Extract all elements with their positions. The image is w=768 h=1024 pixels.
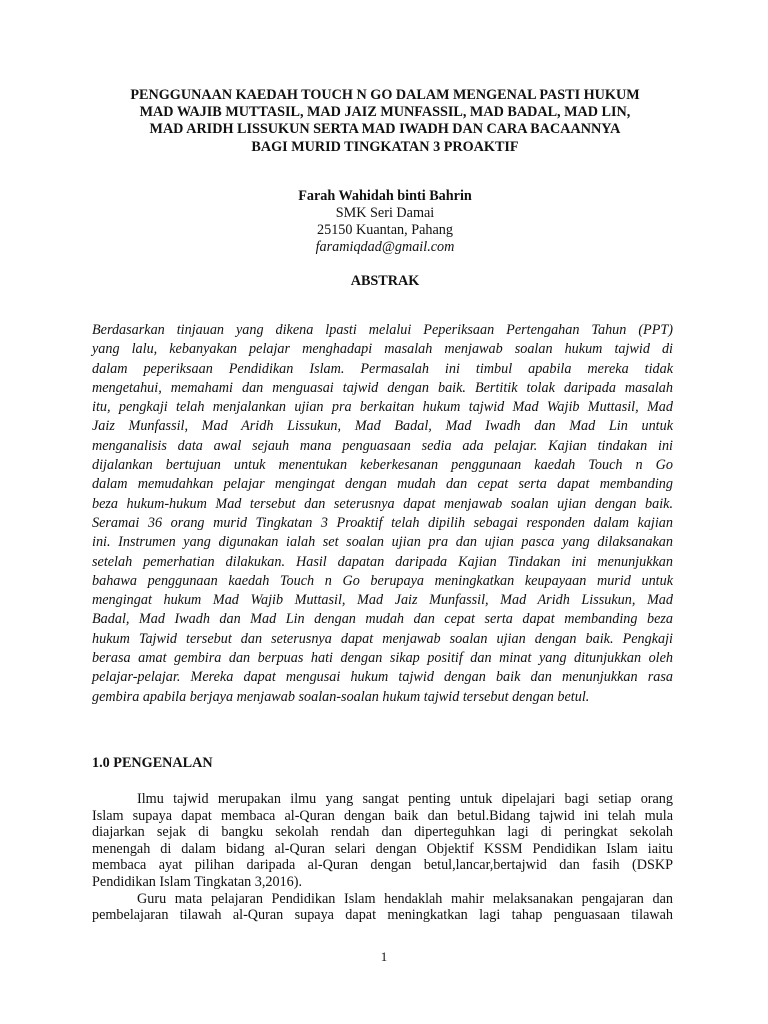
title-line: BAGI MURID TINGKATAN 3 PROAKTIF: [251, 138, 519, 155]
abstract-line: Berdasarkan tinjauan yang dikena lpasti melalui Peperiksaan Pertengahan Tahun (PPT): [92, 322, 673, 338]
section-heading: 1.0 PENGENALAN: [92, 755, 213, 771]
page-number: 1: [380, 949, 388, 964]
paragraph-line: diajarkan sejak di bangku sekolah rendah dan diperteguhkan lagi di peringkat sekolah: [92, 824, 673, 841]
paragraph-line: Guru mata pelajaran Pendidikan Islam hendaklah mahir melaksanakan pengajaran dan: [137, 890, 673, 907]
paragraph-line: Pendidikan Islam Tingkatan 3,2016).: [92, 873, 303, 890]
abstract-line: pelajar-pelajar. Mereka dapat mengusai hukum tajwid dengan baik dan menunjukkan rasa: [92, 669, 673, 686]
abstract-line: dalam peperiksaan Pendidikan Islam. Permasalah ini timbul apabila mereka tidak: [92, 360, 673, 377]
abstract-line: mengingat hukum Mad Wajib Muttasil, Mad Jaiz Munfassil, Mad Aridh Lissukun, Mad: [92, 592, 673, 609]
author-address: 25150 Kuantan, Pahang: [317, 222, 453, 238]
abstract-line: hukum Tajwid tersebut dan seterusnya dapat menjawab soalan ujian dengan baik. Pengkaji: [92, 630, 673, 647]
title-line: MAD WAJIB MUTTASIL, MAD JAIZ MUNFASSIL, MAD BADAL, MAD LIN,: [139, 104, 631, 121]
abstract-line: itu, pengkaji telah menjalankan ujian pra berkaitan hukum tajwid Mad Wajib Muttasil, Mad: [92, 399, 673, 416]
paragraph-line: menengah di dalam bidang al-Quran selari dengan Objektif KSSM Pendidikan Islam iaitu: [92, 840, 673, 857]
abstract-line: dalam memudahkan pelajar mengingat dengan mudah dan cepat serta dapat membanding: [92, 476, 673, 493]
paragraph-line: Ilmu tajwid merupakan ilmu yang sangat penting untuk dipelajari bagi setiap orang: [137, 791, 673, 807]
abstract-line: gembira apabila berjaya menjawab soalan-soalan hukum tajwid tersebut dengan betul.: [92, 688, 590, 705]
abstract-line: mengetahui, memahami dan menguasai tajwid dengan baik. Bertitik tolak daripada masalah: [92, 379, 673, 396]
abstract-line: Badal, Mad Iwadh dan Mad Lin dengan mudah dan cepat serta dapat membanding beza: [92, 611, 673, 628]
abstract-line: Jaiz Munfassil, Mad Aridh Lissukun, Mad Badal, Mad Iwadh dan Mad Lin untuk: [92, 418, 673, 435]
abstract-heading: ABSTRAK: [350, 273, 420, 289]
title-line: PENGGUNAAN KAEDAH TOUCH N GO DALAM MENGENAL PASTI HUKUM: [130, 87, 640, 103]
abstract-line: Seramai 36 orang murid Tingkatan 3 Proaktif telah dipilih sebagai responden dalam kajian: [92, 514, 673, 531]
paragraph-line: membaca ayat pilihan daripada al-Quran dengan betul,lancar,bertajwid dan fasih (DSKP: [92, 857, 673, 874]
abstract-line: bahawa penggunaan kaedah Touch n Go berupaya meningkatkan keupayaan murid untuk: [92, 572, 673, 589]
author-name: Farah Wahidah binti Bahrin: [298, 188, 472, 204]
abstract-line: menganalisis data awal sejauh mana penguasaan sedia ada pelajar. Kajian tindakan ini: [92, 437, 673, 454]
abstract-line: berasa amat gembira dan berpuas hati dengan sikap positif dan minat yang ditunjukkan oleh: [92, 650, 673, 667]
abstract-line: beza hukum-hukum Mad tersebut dan seterusnya dapat menjawab soalan ujian dengan baik.: [92, 495, 673, 512]
abstract-body: [92, 321, 673, 707]
author-info: [90, 188, 680, 256]
paper-title: [90, 87, 680, 156]
abstract-line: setelah pemerhatian dilakukan. Hasil dapatan daripada Kajian Tindakan ini menunjukkan: [92, 553, 673, 570]
author-email: faramiqdad@gmail.com: [315, 239, 455, 255]
abstract-line: dijalankan bertujuan untuk menentukan keberkesanan penggunaan kaedah Touch n Go: [92, 457, 673, 474]
author-school: SMK Seri Damai: [335, 205, 435, 221]
title-line: MAD ARIDH LISSUKUN SERTA MAD IWADH DAN CARA BACAANNYA: [149, 121, 621, 138]
abstract-line: ini. Instrumen yang digunakan ialah set soalan ujian pra dan ujian pasca yang dilaksanakan: [92, 534, 673, 551]
abstract-line: yang lalu, kebanyakan pelajar menghadapi masalah menjawab soalan hukum tajwid di: [92, 341, 673, 358]
introduction-body: [92, 791, 673, 924]
paragraph-line: Islam supaya dapat membaca al-Quran dengan baik dan betul.Bidang tajwid ini telah mula: [92, 807, 673, 824]
paragraph-line: pembelajaran tilawah al-Quran supaya dapat meningkatkan lagi tahap penguasaan tilawah: [92, 907, 673, 924]
